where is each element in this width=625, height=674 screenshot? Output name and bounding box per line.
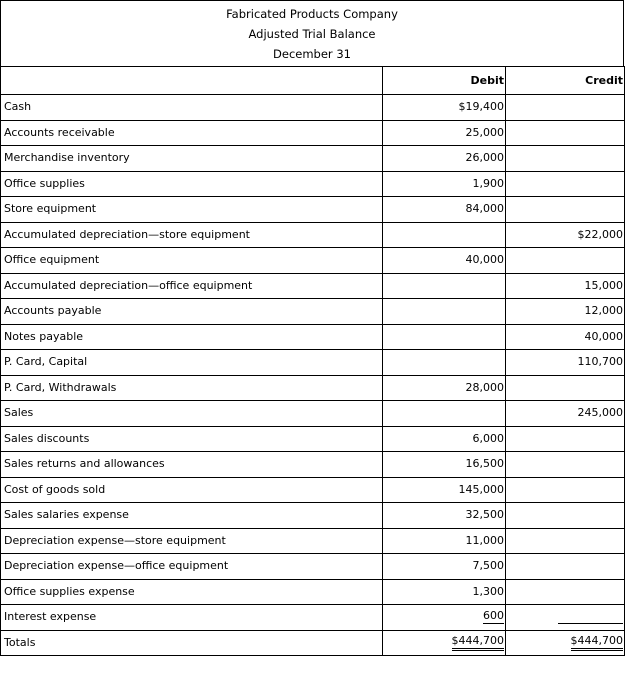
debit-amount [383, 401, 506, 427]
account-name: Store equipment [1, 197, 383, 223]
account-name: Notes payable [1, 324, 383, 350]
account-name: Sales discounts [1, 426, 383, 452]
table-row [1, 579, 625, 605]
credit-amount [506, 248, 625, 274]
account-name: Office supplies expense [1, 579, 383, 605]
table-row [1, 426, 625, 452]
credit-amount [506, 171, 625, 197]
credit-amount [506, 554, 625, 580]
debit-amount: 32,500 [383, 503, 506, 529]
account-name: Sales [1, 401, 383, 427]
debit-amount [383, 299, 506, 325]
debit-amount [383, 324, 506, 350]
account-name: Cost of goods sold [1, 477, 383, 503]
debit-amount [383, 222, 506, 248]
table-row [1, 248, 625, 274]
report-header [0, 0, 624, 66]
table-row [1, 171, 625, 197]
table-row [1, 197, 625, 223]
total-debit-value: $444,700 [452, 635, 505, 651]
account-name: Sales returns and allowances [1, 452, 383, 478]
credit-amount [506, 197, 625, 223]
debit-amount: 6,000 [383, 426, 506, 452]
credit-amount [506, 503, 625, 529]
credit-amount: 12,000 [506, 299, 625, 325]
debit-column-header: Debit [383, 67, 506, 95]
account-name: Depreciation expense—office equipment [1, 554, 383, 580]
total-credit [506, 630, 625, 656]
table-row [1, 452, 625, 478]
account-name: Office equipment [1, 248, 383, 274]
credit-amount [506, 146, 625, 172]
debit-amount: 7,500 [383, 554, 506, 580]
table-row [1, 222, 625, 248]
table-row [1, 120, 625, 146]
total-debit [383, 630, 506, 656]
table-row [1, 350, 625, 376]
account-name: Interest expense [1, 605, 383, 631]
account-name: Cash [1, 95, 383, 121]
debit-amount: 1,900 [383, 171, 506, 197]
trial-balance-table [0, 66, 625, 656]
account-name: Office supplies [1, 171, 383, 197]
table-row [1, 95, 625, 121]
table-row [1, 605, 625, 631]
table-row [1, 477, 625, 503]
totals-label: Totals [1, 630, 383, 656]
account-name: P. Card, Withdrawals [1, 375, 383, 401]
account-name: Accumulated depreciation—office equipment [1, 273, 383, 299]
account-name: Sales salaries expense [1, 503, 383, 529]
table-row [1, 146, 625, 172]
credit-amount: $22,000 [506, 222, 625, 248]
debit-amount: 84,000 [383, 197, 506, 223]
account-name: Accumulated depreciation—store equipment [1, 222, 383, 248]
credit-column-header: Credit [506, 67, 625, 95]
debit-amount [383, 273, 506, 299]
credit-amount: 40,000 [506, 324, 625, 350]
debit-amount: 11,000 [383, 528, 506, 554]
credit-amount [506, 579, 625, 605]
totals-row [1, 630, 625, 656]
debit-amount: 40,000 [383, 248, 506, 274]
total-rule [558, 610, 623, 624]
company-name: Fabricated Products Company [226, 7, 398, 21]
debit-amount-value: 600 [483, 609, 504, 623]
debit-amount [383, 605, 506, 631]
table-row [1, 554, 625, 580]
table-row [1, 528, 625, 554]
credit-amount [506, 426, 625, 452]
table-row [1, 503, 625, 529]
report-title: Adjusted Trial Balance [248, 27, 376, 41]
account-name: Accounts payable [1, 299, 383, 325]
debit-amount: 25,000 [383, 120, 506, 146]
table-row [1, 299, 625, 325]
credit-amount: 15,000 [506, 273, 625, 299]
table-row [1, 375, 625, 401]
account-column-header [1, 67, 383, 95]
credit-amount: 245,000 [506, 401, 625, 427]
credit-amount [506, 528, 625, 554]
credit-amount [506, 95, 625, 121]
debit-amount: 28,000 [383, 375, 506, 401]
credit-amount: 110,700 [506, 350, 625, 376]
account-name: Depreciation expense—store equipment [1, 528, 383, 554]
debit-amount: 145,000 [383, 477, 506, 503]
column-header-row [1, 67, 625, 95]
report-date: December 31 [273, 47, 351, 61]
credit-amount [506, 452, 625, 478]
table-row [1, 401, 625, 427]
account-name: Merchandise inventory [1, 146, 383, 172]
account-name: P. Card, Capital [1, 350, 383, 376]
table-row [1, 324, 625, 350]
credit-amount [506, 120, 625, 146]
debit-amount: $19,400 [383, 95, 506, 121]
debit-amount: 16,500 [383, 452, 506, 478]
credit-amount [506, 375, 625, 401]
debit-amount: 26,000 [383, 146, 506, 172]
credit-amount [506, 477, 625, 503]
account-name: Accounts receivable [1, 120, 383, 146]
debit-amount: 1,300 [383, 579, 506, 605]
total-credit-value: $444,700 [571, 635, 624, 651]
table-row [1, 273, 625, 299]
debit-amount [383, 350, 506, 376]
credit-amount [506, 605, 625, 631]
